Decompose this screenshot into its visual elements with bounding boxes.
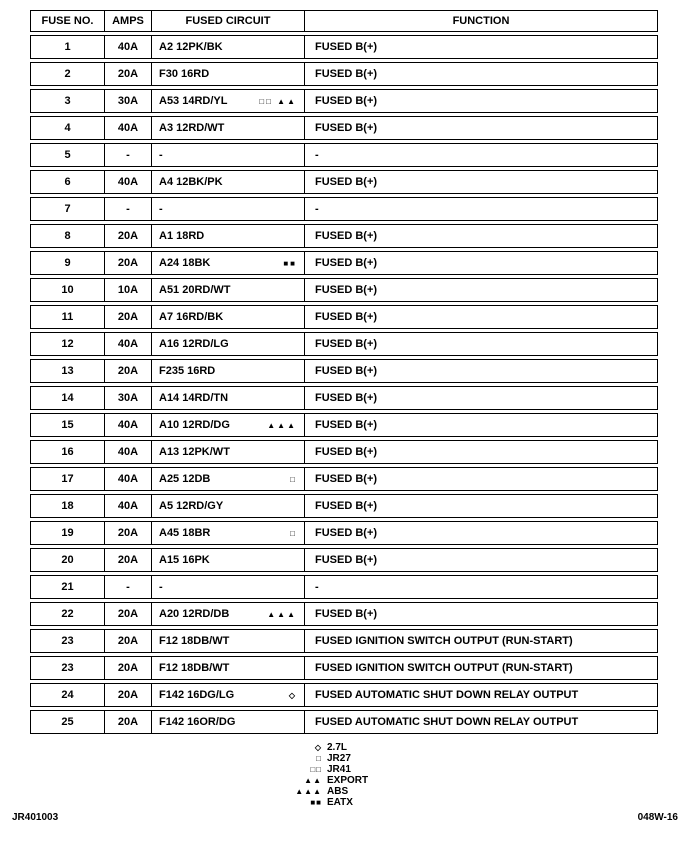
fuse-no-cell: 6: [31, 171, 105, 193]
amps-cell: -: [105, 144, 152, 166]
table-row: [30, 170, 658, 194]
amps-cell: 20A: [105, 684, 152, 706]
circuit-cell: [152, 603, 305, 625]
legend-symbol-icon: ◇: [314, 743, 322, 752]
function-cell: FUSED B(+): [315, 230, 378, 242]
circuit-cell: [152, 225, 305, 247]
function-cell: FUSED IGNITION SWITCH OUTPUT (RUN-START): [315, 662, 573, 674]
circuit-label: -: [159, 203, 163, 215]
circuit-cell: [152, 414, 305, 436]
table-row: [30, 35, 658, 59]
circuit-cell: [152, 576, 305, 598]
table-row: [30, 467, 658, 491]
circuit-label: F142 16OR/DG: [159, 716, 236, 728]
fuse-no-cell: 20: [31, 549, 105, 571]
circuit-cell: [152, 90, 305, 112]
fuse-no-cell: 22: [31, 603, 105, 625]
amps-cell: 20A: [105, 711, 152, 733]
circuit-symbols: □: [290, 528, 297, 538]
table-row: [30, 197, 658, 221]
circuit-label: A15 16PK: [159, 554, 210, 566]
fuse-no-cell: 1: [31, 36, 105, 58]
amps-cell: 20A: [105, 360, 152, 382]
symbol-legend: [292, 742, 368, 808]
circuit-label: A1 18RD: [159, 230, 205, 242]
circuit-cell: [152, 684, 305, 706]
circuit-cell: [152, 360, 305, 382]
function-cell: FUSED B(+): [315, 122, 378, 134]
table-row: [30, 116, 658, 140]
amps-cell: 20A: [105, 306, 152, 328]
function-cell: FUSED B(+): [315, 95, 378, 107]
circuit-label: A7 16RD/BK: [159, 311, 224, 323]
table-row: [30, 683, 658, 707]
legend-item: [292, 742, 368, 753]
function-cell: FUSED B(+): [315, 419, 378, 431]
circuit-cell: [152, 387, 305, 409]
amps-cell: 20A: [105, 549, 152, 571]
table-row: [30, 440, 658, 464]
function-cell: FUSED B(+): [315, 392, 378, 404]
circuit-label: A13 12PK/WT: [159, 446, 230, 458]
fuse-no-cell: 24: [31, 684, 105, 706]
table-row: [30, 575, 658, 599]
circuit-label: A4 12BK/PK: [159, 176, 223, 188]
function-cell: FUSED B(+): [315, 68, 378, 80]
legend-item: [292, 753, 368, 764]
amps-cell: 20A: [105, 225, 152, 247]
fuse-no-cell: 3: [31, 90, 105, 112]
fuse-no-cell: 7: [31, 198, 105, 220]
circuit-cell: [152, 171, 305, 193]
function-cell: -: [315, 581, 319, 593]
legend-symbol-icon: □: [316, 754, 322, 763]
function-cell: FUSED B(+): [315, 338, 378, 350]
doc-number-right: 048W-16: [637, 812, 678, 823]
fuse-no-cell: 4: [31, 117, 105, 139]
table-body: [30, 35, 658, 734]
function-cell: FUSED B(+): [315, 176, 378, 188]
fuse-no-cell: 23: [31, 657, 105, 679]
table-row: [30, 656, 658, 680]
circuit-cell: [152, 198, 305, 220]
circuit-symbols: ▲▲▲: [267, 420, 297, 430]
function-cell: FUSED B(+): [315, 284, 378, 296]
fuse-no-cell: 16: [31, 441, 105, 463]
function-cell: FUSED B(+): [315, 473, 378, 485]
circuit-label: A16 12RD/LG: [159, 338, 229, 350]
circuit-label: -: [159, 149, 163, 161]
fuse-no-cell: 25: [31, 711, 105, 733]
table-row: [30, 629, 658, 653]
function-cell: FUSED AUTOMATIC SHUT DOWN RELAY OUTPUT: [315, 716, 579, 728]
circuit-symbols: ■■: [283, 258, 297, 268]
amps-cell: 40A: [105, 171, 152, 193]
function-cell: FUSED IGNITION SWITCH OUTPUT (RUN-START): [315, 635, 573, 647]
amps-cell: 20A: [105, 657, 152, 679]
fuse-no-cell: 19: [31, 522, 105, 544]
column-header-fused-circuit: FUSED CIRCUIT: [152, 11, 305, 31]
circuit-cell: [152, 252, 305, 274]
amps-cell: 20A: [105, 63, 152, 85]
column-header-fuse-no: FUSE NO.: [31, 11, 105, 31]
amps-cell: 40A: [105, 495, 152, 517]
amps-cell: 30A: [105, 387, 152, 409]
fuse-no-cell: 9: [31, 252, 105, 274]
amps-cell: 40A: [105, 117, 152, 139]
legend-symbol-icon: □□: [310, 765, 322, 774]
amps-cell: 30A: [105, 90, 152, 112]
circuit-label: F12 18DB/WT: [159, 662, 230, 674]
circuit-label: A3 12RD/WT: [159, 122, 225, 134]
function-cell: FUSED B(+): [315, 527, 378, 539]
function-cell: FUSED AUTOMATIC SHUT DOWN RELAY OUTPUT: [315, 689, 579, 701]
table-row: [30, 359, 658, 383]
legend-label: JR41: [327, 764, 351, 775]
table-header-row: [30, 10, 658, 32]
circuit-label: F142 16DG/LG: [159, 689, 235, 701]
amps-cell: 40A: [105, 36, 152, 58]
table-row: [30, 251, 658, 275]
fuse-no-cell: 21: [31, 576, 105, 598]
circuit-cell: [152, 333, 305, 355]
circuit-cell: [152, 36, 305, 58]
table-row: [30, 548, 658, 572]
column-header-amps: AMPS: [105, 11, 152, 31]
legend-symbol-icon: ■■: [310, 798, 322, 807]
circuit-label: A14 14RD/TN: [159, 392, 229, 404]
circuit-cell: [152, 63, 305, 85]
circuit-label: F12 18DB/WT: [159, 635, 230, 647]
legend-label: 2.7L: [327, 742, 348, 753]
function-cell: FUSED B(+): [315, 311, 378, 323]
legend-label: EXPORT: [327, 775, 369, 786]
fuse-no-cell: 13: [31, 360, 105, 382]
table-row: [30, 413, 658, 437]
fuse-no-cell: 15: [31, 414, 105, 436]
function-cell: FUSED B(+): [315, 446, 378, 458]
amps-cell: 40A: [105, 441, 152, 463]
function-cell: FUSED B(+): [315, 500, 378, 512]
circuit-label: F235 16RD: [159, 365, 216, 377]
amps-cell: -: [105, 576, 152, 598]
table-row: [30, 89, 658, 113]
fuse-no-cell: 11: [31, 306, 105, 328]
legend-symbol-icon: ▲▲: [304, 776, 322, 785]
circuit-label: A24 18BK: [159, 257, 211, 269]
circuit-label: A53 14RD/YL: [159, 95, 228, 107]
legend-item: [292, 786, 368, 797]
fuse-no-cell: 14: [31, 387, 105, 409]
function-cell: -: [315, 149, 319, 161]
amps-cell: 10A: [105, 279, 152, 301]
circuit-label: A10 12RD/DG: [159, 419, 230, 431]
circuit-label: A5 12RD/GY: [159, 500, 224, 512]
amps-cell: 40A: [105, 468, 152, 490]
function-cell: FUSED B(+): [315, 41, 378, 53]
circuit-cell: [152, 630, 305, 652]
doc-number-left: JR401003: [12, 812, 59, 823]
fuse-no-cell: 23: [31, 630, 105, 652]
circuit-label: A2 12PK/BK: [159, 41, 223, 53]
amps-cell: 20A: [105, 252, 152, 274]
amps-cell: 20A: [105, 522, 152, 544]
circuit-label: F30 16RD: [159, 68, 210, 80]
table-row: [30, 278, 658, 302]
fuse-no-cell: 8: [31, 225, 105, 247]
circuit-cell: [152, 117, 305, 139]
legend-label: EATX: [327, 797, 353, 808]
circuit-cell: [152, 711, 305, 733]
circuit-symbols: □□ ▲▲: [259, 96, 297, 106]
table-row: [30, 521, 658, 545]
circuit-symbols: □: [290, 474, 297, 484]
amps-cell: -: [105, 198, 152, 220]
table-row: [30, 305, 658, 329]
table-row: [30, 386, 658, 410]
table-row: [30, 224, 658, 248]
table-row: [30, 332, 658, 356]
circuit-label: A51 20RD/WT: [159, 284, 231, 296]
function-cell: FUSED B(+): [315, 365, 378, 377]
amps-cell: 40A: [105, 414, 152, 436]
circuit-cell: [152, 441, 305, 463]
fuse-no-cell: 18: [31, 495, 105, 517]
function-cell: -: [315, 203, 319, 215]
fuse-table: [30, 10, 658, 737]
circuit-label: A20 12RD/DB: [159, 608, 230, 620]
legend-item: [292, 797, 368, 808]
table-row: [30, 494, 658, 518]
circuit-symbols: ▲▲▲: [267, 609, 297, 619]
table-row: [30, 602, 658, 626]
column-header-function: FUNCTION: [452, 15, 510, 27]
circuit-label: A25 12DB: [159, 473, 211, 485]
function-cell: FUSED B(+): [315, 257, 378, 269]
legend-label: ABS: [327, 786, 349, 797]
circuit-cell: [152, 522, 305, 544]
fuse-no-cell: 12: [31, 333, 105, 355]
amps-cell: 20A: [105, 630, 152, 652]
table-row: [30, 62, 658, 86]
circuit-cell: [152, 306, 305, 328]
amps-cell: 20A: [105, 603, 152, 625]
function-cell: FUSED B(+): [315, 608, 378, 620]
fuse-no-cell: 2: [31, 63, 105, 85]
circuit-symbols: ◇: [288, 690, 297, 700]
legend-item: [292, 764, 368, 775]
fuse-no-cell: 10: [31, 279, 105, 301]
circuit-cell: [152, 279, 305, 301]
circuit-cell: [152, 549, 305, 571]
circuit-cell: [152, 468, 305, 490]
fuse-no-cell: 5: [31, 144, 105, 166]
table-row: [30, 710, 658, 734]
legend-label: JR27: [327, 753, 351, 764]
table-row: [30, 143, 658, 167]
legend-item: [292, 775, 368, 786]
legend-symbol-icon: ▲▲▲: [295, 787, 322, 796]
fuse-no-cell: 17: [31, 468, 105, 490]
circuit-label: -: [159, 581, 163, 593]
amps-cell: 40A: [105, 333, 152, 355]
page-footer: [12, 812, 678, 823]
circuit-cell: [152, 144, 305, 166]
circuit-label: A45 18BR: [159, 527, 211, 539]
circuit-cell: [152, 495, 305, 517]
circuit-cell: [152, 657, 305, 679]
function-cell: FUSED B(+): [315, 554, 378, 566]
